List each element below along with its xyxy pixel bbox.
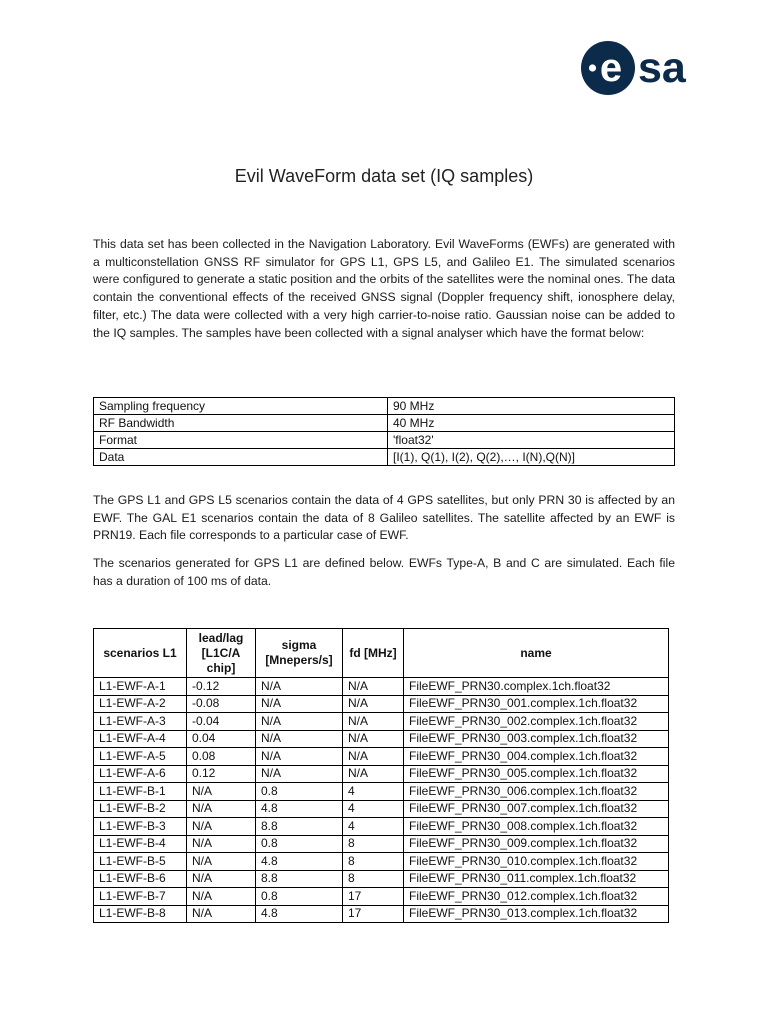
table-cell: N/A bbox=[187, 818, 256, 836]
table-cell: L1-EWF-A-1 bbox=[94, 678, 187, 696]
table-cell: L1-EWF-B-1 bbox=[94, 783, 187, 801]
table-row bbox=[94, 713, 669, 731]
table-cell: 4 bbox=[343, 818, 404, 836]
table-row bbox=[94, 870, 669, 888]
page-title: Evil WaveForm data set (IQ samples) bbox=[234, 166, 534, 186]
table-cell: 17 bbox=[343, 888, 404, 906]
table-cell: 0.8 bbox=[256, 888, 343, 906]
table-cell: N/A bbox=[187, 853, 256, 871]
format-key-cell: RF Bandwidth bbox=[94, 415, 388, 432]
table-cell: L1-EWF-A-5 bbox=[94, 748, 187, 766]
table-cell: N/A bbox=[187, 870, 256, 888]
table-cell: FileEWF_PRN30_010.complex.1ch.float32 bbox=[404, 853, 669, 871]
table-row bbox=[94, 853, 669, 871]
table-cell: 17 bbox=[343, 905, 404, 923]
l1-scenarios-paragraph: The scenarios generated for GPS L1 are defined below. EWFs Type-A, B and C are simulated. Each file has a duration of 100 ms of data. bbox=[93, 556, 675, 588]
format-table-row bbox=[94, 415, 675, 432]
table-row bbox=[94, 678, 669, 696]
table-cell: N/A bbox=[343, 730, 404, 748]
table-cell: 4 bbox=[343, 800, 404, 818]
table-cell: 4.8 bbox=[256, 800, 343, 818]
table-cell: L1-EWF-A-6 bbox=[94, 765, 187, 783]
table-cell: 8 bbox=[343, 870, 404, 888]
table-cell: L1-EWF-B-7 bbox=[94, 888, 187, 906]
esa-logo bbox=[580, 40, 736, 96]
table-row bbox=[94, 730, 669, 748]
format-key-cell: Format bbox=[94, 432, 388, 449]
table-cell: FileEWF_PRN30_006.complex.1ch.float32 bbox=[404, 783, 669, 801]
table-cell: N/A bbox=[343, 748, 404, 766]
table-row bbox=[94, 888, 669, 906]
format-value-cell: 90 MHz bbox=[388, 398, 675, 415]
table-cell: N/A bbox=[187, 905, 256, 923]
table-cell: N/A bbox=[256, 678, 343, 696]
table-cell: FileEWF_PRN30_013.complex.1ch.float32 bbox=[404, 905, 669, 923]
table-cell: N/A bbox=[187, 783, 256, 801]
table-row bbox=[94, 765, 669, 783]
format-table-row bbox=[94, 432, 675, 449]
table-row bbox=[94, 835, 669, 853]
table-cell: 8.8 bbox=[256, 870, 343, 888]
table-cell: -0.12 bbox=[187, 678, 256, 696]
table-cell: N/A bbox=[256, 695, 343, 713]
table-cell: 4.8 bbox=[256, 853, 343, 871]
table-cell: FileEWF_PRN30_002.complex.1ch.float32 bbox=[404, 713, 669, 731]
table-cell: 0.04 bbox=[187, 730, 256, 748]
format-value-cell: 'float32' bbox=[388, 432, 675, 449]
table-cell: FileEWF_PRN30_005.complex.1ch.float32 bbox=[404, 765, 669, 783]
format-value-cell: [I(1), Q(1), I(2), Q(2),…, I(N),Q(N)] bbox=[388, 449, 675, 466]
column-header: sigma [Mnepers/s] bbox=[256, 629, 343, 678]
table-cell: L1-EWF-B-5 bbox=[94, 853, 187, 871]
table-cell: 8 bbox=[343, 853, 404, 871]
table-cell: FileEWF_PRN30_007.complex.1ch.float32 bbox=[404, 800, 669, 818]
table-cell: N/A bbox=[256, 748, 343, 766]
table-cell: L1-EWF-B-8 bbox=[94, 905, 187, 923]
table-row bbox=[94, 800, 669, 818]
table-cell: 0.12 bbox=[187, 765, 256, 783]
format-value-cell: 40 MHz bbox=[388, 415, 675, 432]
svg-text:sa: sa bbox=[638, 44, 686, 92]
table-cell: L1-EWF-B-3 bbox=[94, 818, 187, 836]
table-cell: N/A bbox=[343, 678, 404, 696]
column-header: scenarios L1 bbox=[94, 629, 187, 678]
table-cell: FileEWF_PRN30_004.complex.1ch.float32 bbox=[404, 748, 669, 766]
table-cell: 0.8 bbox=[256, 835, 343, 853]
table-row bbox=[94, 695, 669, 713]
table-row bbox=[94, 818, 669, 836]
table-cell: L1-EWF-B-6 bbox=[94, 870, 187, 888]
column-header: fd [MHz] bbox=[343, 629, 404, 678]
table-row bbox=[94, 748, 669, 766]
table-cell: N/A bbox=[256, 730, 343, 748]
format-key-cell: Data bbox=[94, 449, 388, 466]
table-cell: L1-EWF-B-4 bbox=[94, 835, 187, 853]
table-cell: N/A bbox=[343, 765, 404, 783]
format-key-cell: Sampling frequency bbox=[94, 398, 388, 415]
scenario-description-paragraph: The GPS L1 and GPS L5 scenarios contain the data of 4 GPS satellites, but only PRN 30 is affected by an EWF. The GAL E1 scenarios contain the data of 8 Galileo satellites. The satellite affected by an EWF is PRN19. Each file corresponds to a particular case of EWF. bbox=[93, 493, 675, 543]
table-cell: FileEWF_PRN30_008.complex.1ch.float32 bbox=[404, 818, 669, 836]
table-cell: L1-EWF-A-2 bbox=[94, 695, 187, 713]
table-cell: FileEWF_PRN30_011.complex.1ch.float32 bbox=[404, 870, 669, 888]
table-cell: 8.8 bbox=[256, 818, 343, 836]
table-cell: FileEWF_PRN30_012.complex.1ch.float32 bbox=[404, 888, 669, 906]
table-cell: 0.08 bbox=[187, 748, 256, 766]
table-cell: N/A bbox=[343, 713, 404, 731]
column-header: name bbox=[404, 629, 669, 678]
table-row bbox=[94, 783, 669, 801]
table-cell: N/A bbox=[256, 765, 343, 783]
table-cell: FileEWF_PRN30_009.complex.1ch.float32 bbox=[404, 835, 669, 853]
table-cell: N/A bbox=[187, 888, 256, 906]
table-cell: FileEWF_PRN30_003.complex.1ch.float32 bbox=[404, 730, 669, 748]
table-cell: L1-EWF-A-3 bbox=[94, 713, 187, 731]
table-cell: N/A bbox=[187, 800, 256, 818]
table-cell: -0.04 bbox=[187, 713, 256, 731]
table-cell: FileEWF_PRN30.complex.1ch.float32 bbox=[404, 678, 669, 696]
intro-paragraph: This data set has been collected in the Navigation Laboratory. Evil WaveForms (EWFs) are generated with a multiconstellation GNSS RF simulator for GPS L1, GPS L5, and Galileo E1. The simulated scenarios were configured to generate a static position and the orbits of the satellites were the nominal ones. The data contain the conventional effects of the received GNSS signal (Doppler frequency shift, ionosphere delay, filter, etc.) The data were collected with a very high carrier-to-noise ratio. Gaussian noise can be added to the IQ samples. The samples have been collected with a signal analyser which have the format below: bbox=[93, 237, 675, 340]
table-cell: 4 bbox=[343, 783, 404, 801]
table-cell: 0.8 bbox=[256, 783, 343, 801]
table-row bbox=[94, 905, 669, 923]
table-cell: FileEWF_PRN30_001.complex.1ch.float32 bbox=[404, 695, 669, 713]
table-cell: N/A bbox=[187, 835, 256, 853]
scenarios-table bbox=[93, 628, 669, 923]
format-table bbox=[93, 397, 675, 466]
format-table-row bbox=[94, 398, 675, 415]
table-cell: L1-EWF-B-2 bbox=[94, 800, 187, 818]
svg-text:e: e bbox=[599, 46, 623, 90]
column-header: lead/lag [L1C/A chip] bbox=[187, 629, 256, 678]
table-cell: -0.08 bbox=[187, 695, 256, 713]
table-cell: N/A bbox=[256, 713, 343, 731]
table-cell: 4.8 bbox=[256, 905, 343, 923]
format-table-row bbox=[94, 449, 675, 466]
table-cell: 8 bbox=[343, 835, 404, 853]
table-cell: L1-EWF-A-4 bbox=[94, 730, 187, 748]
table-cell: N/A bbox=[343, 695, 404, 713]
